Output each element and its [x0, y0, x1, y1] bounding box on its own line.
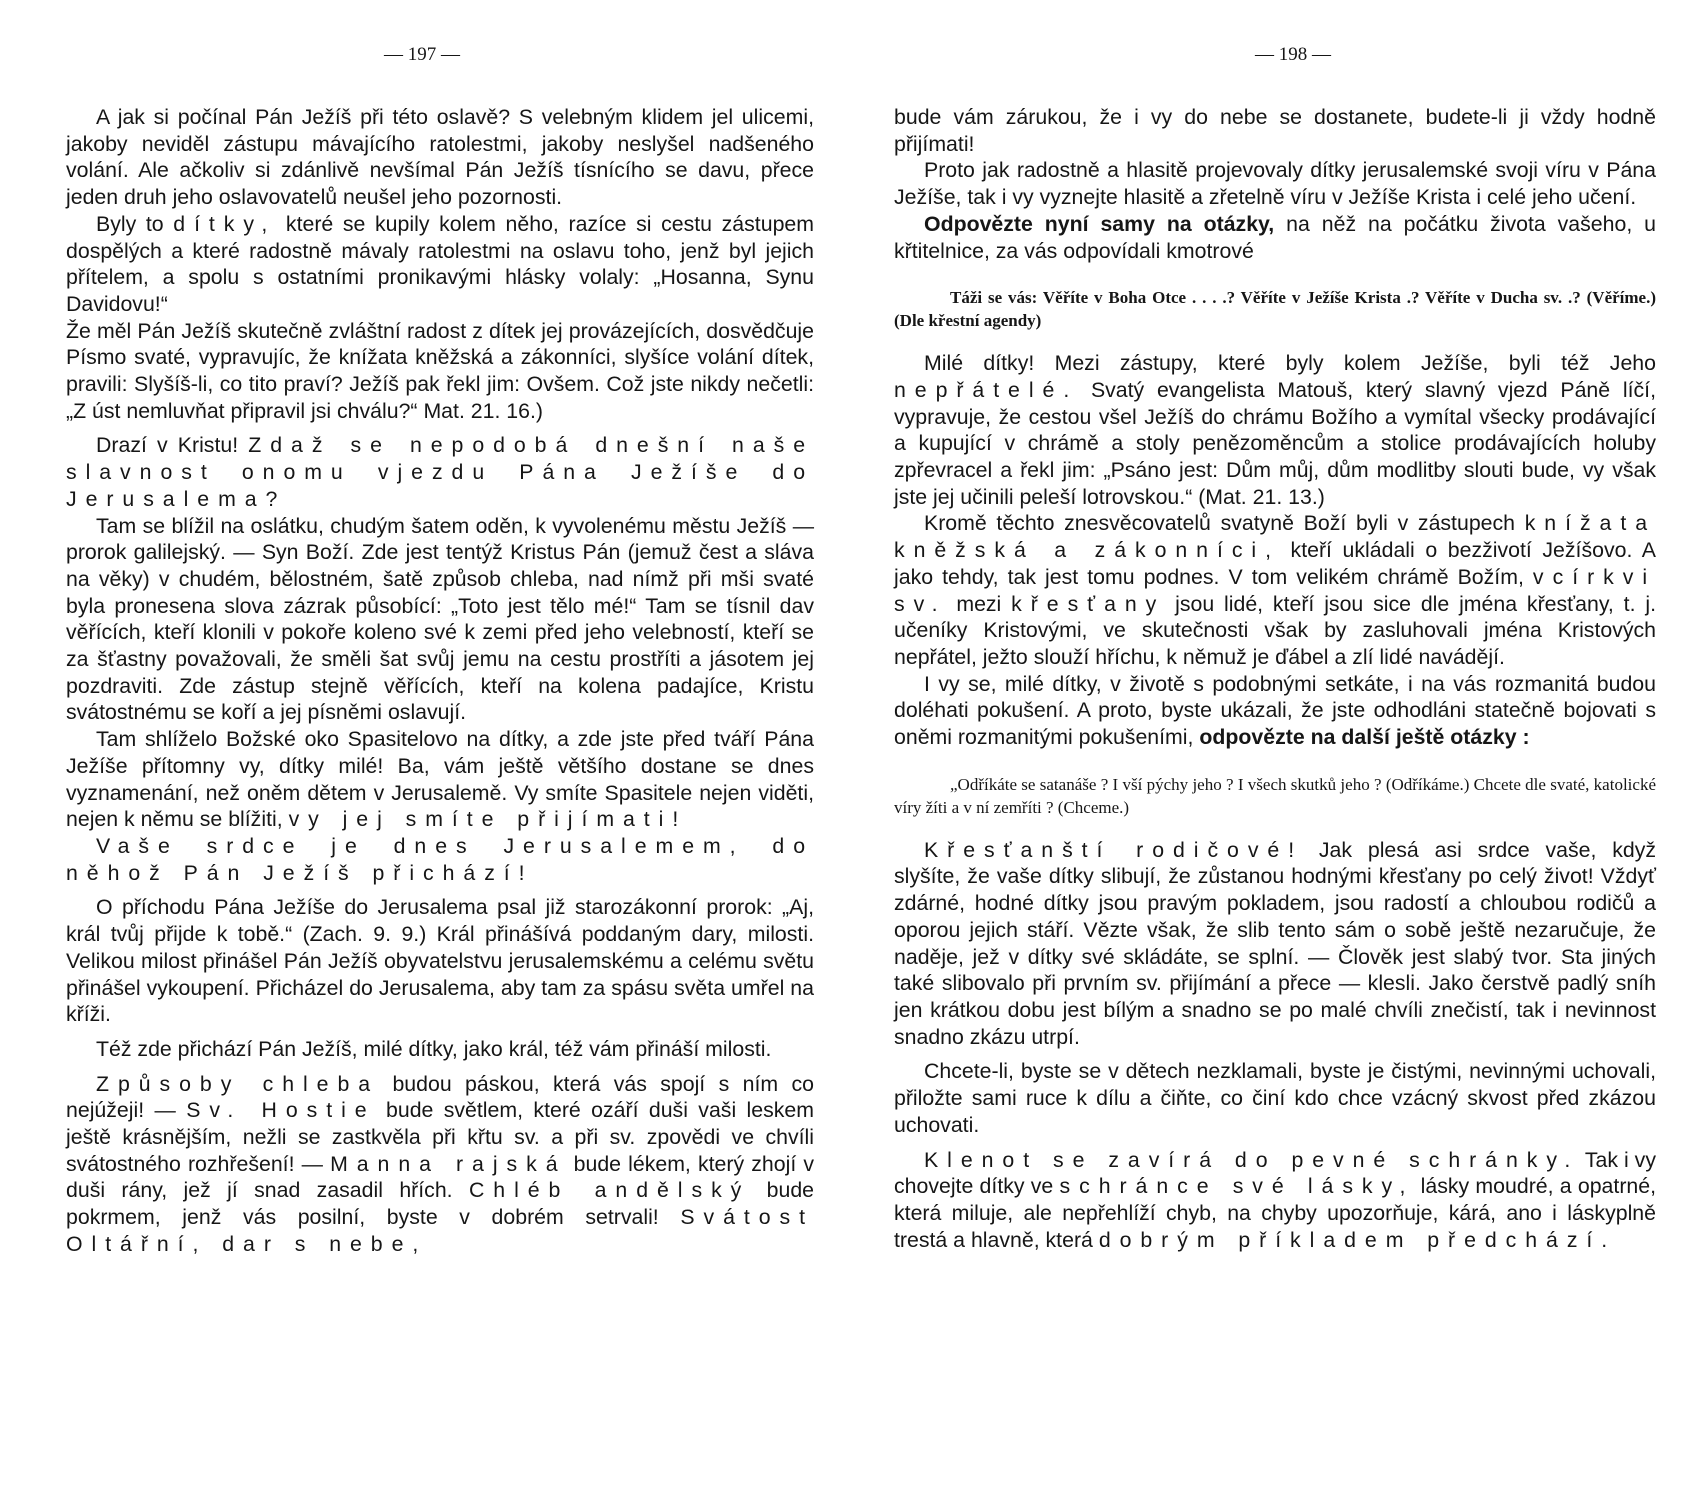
right-page	[854, 0, 1708, 1500]
left-text-column	[66, 104, 814, 1258]
paragraph: Tam se blížil na oslátku, chudým šatem oděn, k vyvolenému městu Ježíš — prorok galilejský. — Syn Boží. Zde jest tentýž Kristus Pán (jemuž čest a sláva na věky) v chudém, bělostném, šatě způsob chleba, nad nímž při mši svaté byla pronesena slova zázrak působící: „Toto jest tělo mé!“ Tam se tísnil dav věřících, kteří klonili v pokoře koleno své k zemi před jeho velebností, kteří se za šťastny považovali, že směli šat svůj jemu na cestu prostříti a jásotem jej pozdraviti. Zde zástup stejně věřících, kteří na kolena padajíce, Kristu svátostnému se koří a jej písněmi oslavují.	[66, 513, 814, 725]
paragraph: Chcete-li, byste se v dětech nezklamali, byste je čistými, nevinnými uchovali, přiložte sami ruce k dílu a čiňte, co činí kdo chce vzácný skvost před zkázou uchovati.	[894, 1059, 1656, 1137]
paragraph: Byly to dítky, které se kupily kolem něho, razíce si cestu zástupem dospělých a které radostně mávaly ratolestmi na oslavu toho, jenž byl jejich přítelem, a spolu s ostatními pronikavými hlásky volaly: „Hosanna, Synu Davidovu!“	[66, 211, 814, 316]
paragraph: I vy se, milé dítky, v životě s podobnými setkáte, i na vás rozmanitá budou doléhati pokušení. A proto, byste ukázali, že jste odhodláni statečně bojovati s oněmi rozmanitými pokušeními, odpovězte na další ještě otázky :	[894, 671, 1656, 750]
paragraph: Drazí v Kristu! Zdaž se nepodobá dnešní naše slavnost onomu vjezdu Pána Ježíše do Jerusalema?	[66, 433, 814, 511]
paragraph: bude vám zárukou, že i vy do nebe se dostanete, budete-li ji vždy hodně přijímati!	[894, 105, 1656, 156]
paragraph: A jak si počínal Pán Ježíš při této oslavě? S velebným klidem jel ulicemi, jakoby neviděl zástupu mávajícího ratolestmi, jakoby neslyšel nadšeného volání. Ale ačkoliv si zdánlivě nevšímal Pán Ježíš tísnícího se davu, přece jeden druh jeho oslavovatelů neušel jeho pozornosti.	[66, 105, 814, 210]
paragraph: Že měl Pán Ježíš skutečně zvláštní radost z dítek jej provázejících, dosvědčuje Písmo svaté, vypravujíc, že knížata kněžská a zákonníci, slyšíce volání dítek, pravili: Slyšíš-li, co tito praví? Ježíš pak řekl jim: Ovšem. Což jste nikdy nečetli: „Z úst nemluvňat připravil jsi chválu?“ Mat. 21. 16.)	[66, 318, 814, 423]
paragraph: Též zde přichází Pán Ježíš, milé dítky, jako král, též vám přináší milosti.	[96, 1036, 772, 1061]
paragraph: Milé dítky! Mezi zástupy, které byly kolem Ježíše, byli též Jeho nepřátelé. Svatý evangelista Matouš, který slavný vjezd Páně líčí, vypravuje, že cestou všel Ježíš do chrámu Božího a vymítal všecky prodávající a kupující v chrámě a stoly penězoměncům a stolice prodávajících holuby zpřevracel a řekl jim: „Psáno jest: Dům můj, dům modlitby slouti bude, vy však jste jej učinili peleší lotrovskou.“ (Mat. 21. 13.)	[894, 351, 1656, 509]
page-number-left: — 197 —	[384, 44, 460, 65]
paragraph: Odpovězte nyní samy na otázky, na něž na počátku života vašeho, u křtitelnice, za vás odpovídali kmotrové	[894, 211, 1656, 263]
paragraph: Tam shlíželo Božské oko Spasitelovo na dítky, a zde jste před tváří Pána Ježíše přítomny vy, dítky milé! Ba, vám ještě většího dostane se dnes vyznamenání, než oněm dětem v Jerusalemě. Vy smíte Spasitele nejen viděti, nejen k němu se blížiti, vy jej smíte přijímati!	[66, 727, 814, 832]
paragraph: Kromě těchto znesvěcovatelů svatyně Boží byli v zástupech knížata kněžská a zákonníci, kteří ukládali o bezživotí Ježíšovo. A jako tehdy, tak jest tomu podnes. V tom velikém chrámě Božím, v církvi sv. mezi křesťany jsou lidé, kteří jsou sice dle jména křesťany, t. j. učeníky Kristovými, ve skutečnosti však by zasluhovali jména Kristových nepřátel, ježto slouží hříchu, k němuž je ďábel a zlí lidé navádějí.	[894, 511, 1657, 669]
paragraph: Způsoby chleba budou páskou, která vás spojí s ním co nejúžeji! — Sv. Hostie bude světlem, které ozáří duši vaši leskem ještě krásnějším, nežli se zastkvěla při křtu sv. a při sv. zpovědi ve chvíli svátostného rozhřešení! — Manna rajská bude lékem, který zhojí v duši rány, jež jí snad zasadil hřích. Chléb andělský bude pokrmem, jenž vás posilní, byste v dobrém setrvali! Svátost Oltářní, dar s nebe,	[66, 1071, 815, 1256]
paragraph: Proto jak radostně a hlasitě projevovaly dítky jerusalemské svoji víru v Pána Ježíše, tak i vy vyznejte hlasitě a zřetelně víru v Ježíše Krista i celé jeho učení.	[894, 158, 1656, 210]
baptism-questions: Táži se vás: Věříte v Boha Otce . . . .? Věříte v Ježíše Krista .? Věříte v Ducha sv. .? (Věříme.) (Dle křestní agendy)	[894, 288, 1656, 331]
paragraph: Křesťanští rodičové! Jak plesá asi srdce vaše, když slyšíte, že vaše dítky slibují, že zůstanou hodnými křesťany po celý život! Vždyť zdárné, hodné dítky jsou pravým pokladem, jsou radostí a chloubou rodičů a oporou jejich stáří. Vězte však, že slib tento sám o sobě ještě nezaručuje, že naděje, jež v dítky své skládáte, se splní. — Člověk jest slabý tvor. Sta jiných také slibovalo při prvním sv. přijímání a přece — klesli. Jako čerstvě padlý sníh jen krátkou dobu jest bílým a snadno se po malé chvíli znečistí, tak i nevinnost snadno zkázu utrpí.	[894, 837, 1656, 1049]
renunciation-questions: „Odříkáte se satanáše ? I vší pýchy jeho ? I všech skutků jeho ? (Odříkáme.) Chcete dle svaté, katolické víry žíti a v ní zemříti ? (Chceme.)	[894, 774, 1656, 817]
paragraph: Vaše srdce je dnes Jerusalemem, do něhož Pán Ježíš přichází!	[66, 833, 814, 885]
paragraph: O příchodu Pána Ježíše do Jerusalema psal již starozákonní prorok: „Aj, král tvůj přijde k tobě.“ (Zach. 9. 9.) Král přinášívá poddaným dary, milosti. Velikou milost přinášel Pán Ježíš obyvatelstvu jerusalemskému a celému světu přinášel vykoupení. Přicházel do Jerusalema, aby tam za spásu světa umřel na kříži.	[66, 895, 814, 1027]
page-number-right: — 198 —	[1255, 44, 1331, 65]
right-text-column	[894, 104, 1656, 1253]
paragraph: Klenot se zavírá do pevné schránky. Tak i vy chovejte dítky ve schránce své lásky, lásky moudré, a opatrné, která miluje, ale nepřehlíží chyb, na chyby upozorňuje, kárá, ano i láskyplně trestá a hlavně, která dobrým příkladem předchází.	[894, 1147, 1657, 1252]
